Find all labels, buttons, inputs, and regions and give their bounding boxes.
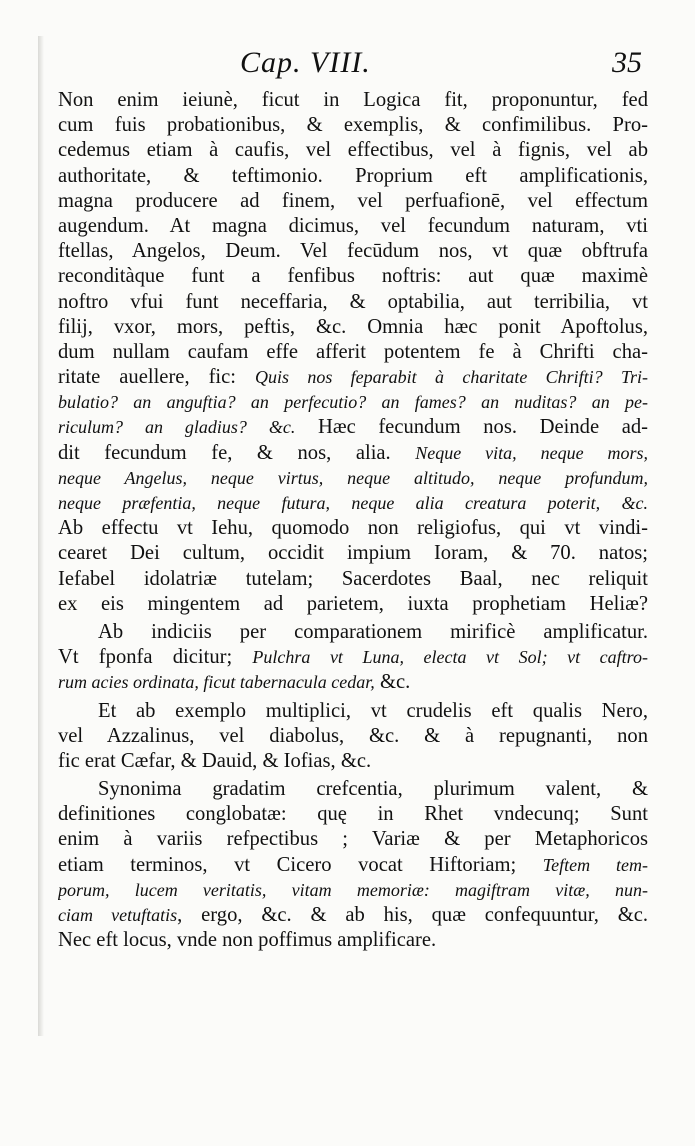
text-line <box>58 878 648 903</box>
italic-text-segment: Neque vita, neque mors, <box>415 442 648 463</box>
text-line <box>58 777 648 802</box>
text-segment: &c. <box>374 671 411 694</box>
text-line <box>58 724 648 749</box>
text-line <box>58 214 648 239</box>
text-line <box>58 365 648 390</box>
text-segment: authoritate, & teftimonio. Proprium eft amplificationis, <box>58 164 648 187</box>
italic-text-segment: ciam vetuftatis <box>58 905 178 925</box>
text-line <box>58 749 648 774</box>
text-segment: dit fecundum fe, & nos, alia. <box>58 441 416 464</box>
text-segment: Ab effectu vt Iehu, quomodo non religiofus, qui vt vindi- <box>58 517 648 540</box>
italic-text-segment: Teftem tem- <box>542 854 648 875</box>
text-line <box>58 903 648 928</box>
italic-text-segment: Pulchra vt Luna, electa vt Sol; vt caftro- <box>252 647 648 668</box>
text-segment: vel Azzalinus, vel diabolus, &c. & à repugnanti, non <box>58 724 648 747</box>
text-line <box>58 138 648 163</box>
text-line <box>58 592 648 617</box>
text-line <box>58 567 648 592</box>
text-line <box>58 670 648 695</box>
text-segment: etiam terminos, vt Cicero vocat Hiftoriam; <box>58 853 543 876</box>
italic-text-segment: rum acies ordinata, ficut tabernacula cedar, <box>58 672 375 693</box>
text-segment: dum nullam caufam effe afferit potentem fe à Chrifti cha- <box>58 340 648 363</box>
text-segment: reconditàque funt a fenfibus noftris: aut quæ maximè <box>58 265 648 288</box>
text-line <box>58 264 648 289</box>
text-segment: fic erat Cæfar, & Dauid, & Iofias, &c. <box>58 749 372 772</box>
text-line <box>58 699 648 724</box>
running-head: Cap. VIII. <box>240 46 371 79</box>
text-line <box>58 189 648 214</box>
text-segment: Iefabel idolatriæ tutelam; Sacerdotes Baal, nec reliquit <box>58 567 648 590</box>
page-header <box>60 44 660 84</box>
text-line <box>58 853 648 878</box>
text-line <box>58 541 648 566</box>
text-segment: , ergo, &c. & ab his, quæ confequuntur, &c. <box>177 904 648 926</box>
text-segment: enim à variis refpectibus ; Variæ & per Metaphoricos <box>58 828 648 851</box>
text-line <box>58 491 648 516</box>
scan-edge-shadow <box>38 36 44 1036</box>
text-segment: Nec eft locus, vnde non poffimus amplificare. <box>58 929 437 952</box>
text-line <box>58 645 648 670</box>
text-segment: magna producere ad finem, vel perfuafionē, vel effectum <box>58 189 648 212</box>
text-segment: Et ab exemplo multiplici, vt crudelis eft qualis Nero, <box>98 699 648 722</box>
text-line <box>58 290 648 315</box>
text-line <box>58 239 648 264</box>
text-line <box>58 441 648 466</box>
text-line <box>58 415 648 440</box>
italic-text-segment: neque Angelus, neque virtus, neque altitudo, neque profundum, <box>58 467 648 488</box>
italic-text-segment: porum, lucem veritatis, vitam memoriæ: magiftram vitæ, nun- <box>58 879 648 900</box>
text-segment: Synonima gradatim crefcentia, plurimum valent, & <box>98 778 648 801</box>
text-segment: ex eis mingentem ad parietem, iuxta prophetiam Heliæ? <box>58 592 648 615</box>
text-line <box>58 390 648 415</box>
text-line <box>58 802 648 827</box>
text-segment: Hæc fecundum nos. Deinde ad- <box>295 416 648 439</box>
text-line <box>58 113 648 138</box>
text-segment: cum fuis probationibus, & exemplis, & confimilibus. Pro- <box>58 114 648 137</box>
text-line <box>58 928 648 953</box>
text-line <box>58 466 648 491</box>
text-segment: noftro vfui funt neceffaria, & optabilia, aut terribilia, vt <box>58 290 648 313</box>
text-line <box>58 620 648 645</box>
italic-text-segment: riculum? an gladius? &c. <box>58 417 296 438</box>
text-segment: Ab indiciis per comparationem mirificè amplificatur. <box>98 620 648 643</box>
text-segment: definitiones conglobatæ: quę in Rhet vndecunq; Sunt <box>58 803 648 826</box>
text-segment: augendum. At magna dicimus, vel fecundum naturam, vti <box>58 214 648 237</box>
text-segment: cearet Dei cultum, occidit impium Ioram, & 70. natos; <box>58 542 648 565</box>
text-line <box>58 340 648 365</box>
text-segment: cedemus etiam à caufis, vel effectibus, vel à fignis, vel ab <box>58 139 648 162</box>
text-line <box>58 88 648 113</box>
text-line <box>58 516 648 541</box>
italic-text-segment: bulatio? an anguftia? an perfecutio? an fames? an nuditas? an pe- <box>58 392 648 413</box>
text-line <box>58 164 648 189</box>
text-segment: Vt fponfa dicitur; <box>58 646 253 669</box>
text-line <box>58 315 648 340</box>
text-segment: ritate auellere, fic: <box>58 366 255 389</box>
text-segment: Non enim ieiunè, ficut in Logica fit, proponuntur, fed <box>58 89 648 111</box>
italic-text-segment: Quis nos feparabit à charitate Chrifti? Tri- <box>255 367 648 388</box>
text-segment: ftellas, Angelos, Deum. Vel fecūdum nos, vt quæ obftrufa <box>58 240 648 263</box>
body-text <box>58 88 648 953</box>
page-number: 35 <box>612 46 642 79</box>
text-segment: filij, vxor, mors, peftis, &c. Omnia hæc ponit Apoftolus, <box>58 315 648 338</box>
text-line <box>58 827 648 852</box>
italic-text-segment: neque præfentia, neque futura, neque alia creatura poterit, &c. <box>58 493 648 513</box>
